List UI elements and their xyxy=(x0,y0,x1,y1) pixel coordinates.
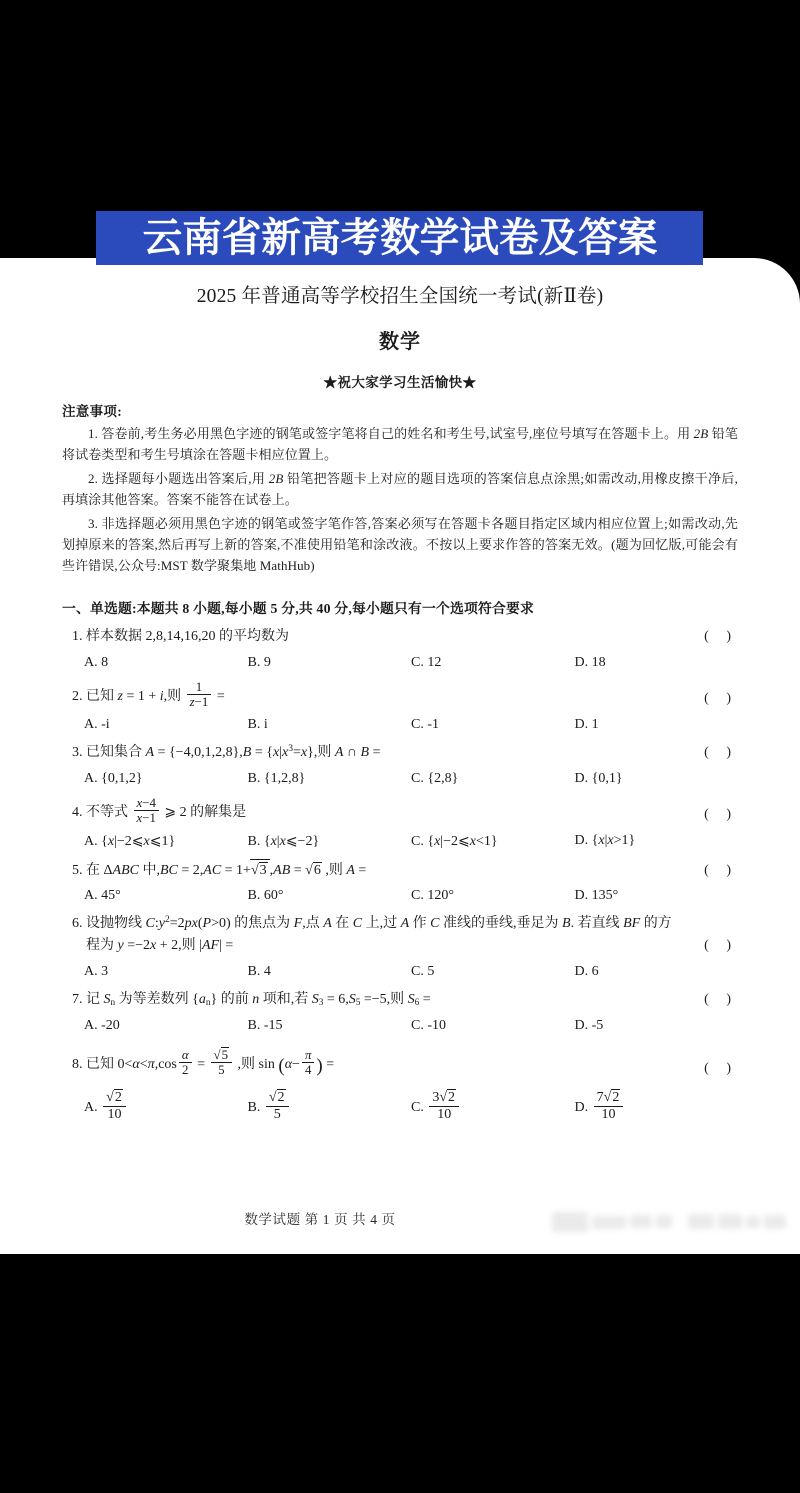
option-a[interactable]: A. {0,1,2} xyxy=(84,770,143,786)
option-d[interactable]: D. {0,1} xyxy=(574,770,623,786)
question-1-options xyxy=(62,655,738,671)
option-c[interactable]: C. 12 xyxy=(411,655,442,671)
option-c[interactable]: C. 120° xyxy=(411,888,454,904)
option-c[interactable]: C. 5 xyxy=(411,963,435,979)
question-6-number: 6. xyxy=(72,916,83,932)
greeting-line: ★祝大家学习生活愉快★ xyxy=(323,375,477,390)
question-6-options xyxy=(62,964,738,980)
option-a-label: A. xyxy=(84,716,98,732)
question-7-answer-paren: ( ) xyxy=(704,991,738,1007)
question-4-stem: 4. 不等式 $\frac{x-4}{x-1}$ ⩾ 2 的解集是 ( ) xyxy=(72,795,738,826)
option-c-label: C. xyxy=(411,888,424,904)
option-a-label: A. xyxy=(84,1017,98,1033)
question-5-answer-paren: ( ) xyxy=(704,862,738,878)
title-banner-text: 云南省新高考数学试卷及答案 xyxy=(142,215,657,261)
option-d[interactable]: D. 6 xyxy=(574,963,599,979)
question-1 xyxy=(62,626,738,671)
option-a[interactable]: A. 3 xyxy=(84,963,109,979)
question-4-options xyxy=(62,833,738,850)
option-d[interactable]: D. $\frac{7√2}{10}$ xyxy=(575,1090,739,1122)
exam-title: 2025 年普通高等学校招生全国统一考试(新Ⅱ卷) xyxy=(196,286,604,307)
question-3-stem: 3. 已知集合 $A = \{-4,0,1,2,8\},B = \{x|x^3=x\}$,则 A ∩ B = ( ) xyxy=(62,742,738,764)
option-b[interactable]: B. 4 xyxy=(247,963,271,979)
question-2-number: 2. xyxy=(72,689,83,705)
question-6-stem: 6. 设抛物线 $C:y^2=2px(P>0)$ 的焦点为 F,点 A 在 C 上,过 A 作 C 准线的垂线,垂足为 B. 若直线 BF 的方 程为 y =−2x + 2,则 |AF| = ( ) xyxy=(62,913,738,957)
question-7-stem: 7. 记 $S_n$ 为等差数列 $\{a_n\}$ 的前 n 项和,若 $S_3 = 6,S_5 =-5$,则 $S_6$ = ( ) xyxy=(62,989,738,1011)
question-8-options xyxy=(62,1090,738,1122)
question-7-number: 7. xyxy=(72,991,83,1007)
option-c-label: C. xyxy=(411,963,424,979)
option-a-label: A. xyxy=(84,833,98,849)
option-c[interactable]: C. $\frac{3√2}{10}$ xyxy=(411,1090,575,1122)
option-a-label: A. xyxy=(84,1100,98,1116)
option-a[interactable]: A. 8 xyxy=(84,655,109,671)
page-number-text: 数学试题 第 1 页 共 4 页 xyxy=(244,1212,396,1227)
question-3 xyxy=(62,742,738,787)
option-b-label: B. xyxy=(247,888,261,904)
option-c-label: C. xyxy=(411,833,424,849)
option-a[interactable]: A. -20 xyxy=(84,1017,120,1033)
option-b-label: B. xyxy=(247,770,261,786)
option-b-label: B. xyxy=(247,655,261,671)
option-a[interactable]: A. -i xyxy=(84,716,110,732)
option-d[interactable]: D. {x|x>1} xyxy=(574,832,636,848)
question-5-stem: 5. 在 ΔABC 中,BC = 2,AC = 1+√3 ,AB = √6 ,则 A = ( ) xyxy=(62,859,738,882)
option-b[interactable]: B. 60° xyxy=(247,888,284,904)
question-4-number: 4. xyxy=(72,804,83,820)
option-a-label: A. xyxy=(84,770,98,786)
option-c-label: C. xyxy=(411,770,424,786)
option-d-label: D. xyxy=(574,832,589,848)
document-body xyxy=(0,258,800,1122)
option-b-label: B. xyxy=(247,716,261,732)
document-page xyxy=(0,258,800,1254)
option-b[interactable]: B. -15 xyxy=(247,1017,283,1033)
question-1-number: 1. xyxy=(72,629,83,645)
option-b-label: B. xyxy=(247,833,261,849)
notice-item-2: 2. 选择题每小题选出答案后,用 2B 铅笔把答题卡上对应的题目选项的答案信息点涂黑;如需改动,用橡皮擦干净后,再填涂其他答案。答案不能答在试卷上。 xyxy=(62,471,739,508)
question-2-stem: 2. 已知 z = 1 + i,则 $\frac{1}{z-1}$ = ( ) xyxy=(72,680,738,710)
question-1-answer-paren: ( ) xyxy=(704,629,738,645)
question-1-stem: 1. 样本数据 2,8,14,16,20 的平均数为 ( ) xyxy=(62,626,738,648)
option-d[interactable]: D. 18 xyxy=(574,655,606,671)
question-5 xyxy=(62,859,738,905)
option-d-label: D. xyxy=(574,1100,589,1116)
option-d[interactable]: D. 135° xyxy=(574,888,619,904)
question-8-number: 8. xyxy=(72,1056,83,1072)
option-b-label: B. xyxy=(247,963,261,979)
option-c-label: C. xyxy=(411,655,424,671)
option-a[interactable]: A. {x|−2⩽x⩽1} xyxy=(84,833,176,849)
question-2-answer-paren: ( ) xyxy=(704,691,738,707)
option-b-label: B. xyxy=(247,1100,261,1116)
option-a-label: A. xyxy=(84,888,98,904)
question-8-stem: 8. 已知 0<α<π,cos $\frac{\alpha}{2}$ = $\frac{√5}{5}$ ,则 sin (α− $\frac{\pi}{4}$ ) = ( ) xyxy=(62,1048,738,1081)
option-d[interactable]: D. 1 xyxy=(574,716,599,732)
option-d-label: D. xyxy=(574,888,589,904)
subject-title: 数学 xyxy=(379,331,421,353)
question-3-options xyxy=(62,771,738,787)
question-8 xyxy=(62,1048,738,1123)
question-7-options xyxy=(62,1018,738,1034)
option-a[interactable]: A. 45° xyxy=(84,888,121,904)
section-heading: 一、单选题:本题共 8 小题,每小题 5 分,共 40 分,每小题只有一个选项符合要求 xyxy=(62,601,534,617)
blurred-watermark xyxy=(548,1208,788,1242)
option-b[interactable]: B. {1,2,8} xyxy=(247,770,306,786)
title-banner xyxy=(96,211,703,265)
option-c[interactable]: C. -10 xyxy=(411,1017,447,1033)
question-7 xyxy=(62,989,738,1034)
option-c[interactable]: C. {2,8} xyxy=(411,770,459,786)
option-c[interactable]: C. -1 xyxy=(411,716,440,732)
question-8-answer-paren: ( ) xyxy=(704,1061,738,1077)
notice-heading: 注意事项: xyxy=(62,404,122,419)
question-6 xyxy=(62,913,738,980)
question-3-number: 3. xyxy=(72,745,83,761)
option-d-label: D. xyxy=(574,770,589,786)
option-c-label: C. xyxy=(411,1017,424,1033)
question-2 xyxy=(62,680,738,733)
option-d-label: D. xyxy=(574,716,589,732)
option-d-label: D. xyxy=(574,1017,589,1033)
option-b[interactable]: B. i xyxy=(247,716,268,732)
option-c[interactable]: C. {x|−2⩽x<1} xyxy=(411,833,498,849)
option-b[interactable]: B. {x|x⩽−2} xyxy=(247,833,320,849)
option-c-label: C. xyxy=(411,1100,424,1116)
question-5-number: 5. xyxy=(72,862,83,878)
question-4-answer-paren: ( ) xyxy=(704,806,738,822)
notice-item-1: 1. 答卷前,考生务必用黑色字迹的钢笔或签字笔将自己的姓名和考生号,试室号,座位号填写在答题卡上。用 2B 铅笔将试卷类型和考生号填涂在答题卡相应位置上。 xyxy=(62,426,738,463)
option-a-label: A. xyxy=(84,963,98,979)
option-c-label: C. xyxy=(411,716,424,732)
question-2-options xyxy=(62,717,738,733)
option-d-label: D. xyxy=(574,963,589,979)
notice-item-3: 3. 非选择题必须用黑色字迹的钢笔或签字笔作答,答案必须写在答题卡各题目指定区域内相应位置上;如需改动,先划掉原来的答案,然后再写上新的答案,不准使用铅笔和涂改液。不按以上要求作答的答案无效。(题为回忆版,可能会有些许错误,公众号:MST 数学聚集地 MathHub) xyxy=(62,516,738,574)
option-d-label: D. xyxy=(574,655,589,671)
question-5-options xyxy=(62,888,738,904)
option-b-label: B. xyxy=(247,1017,261,1033)
question-4 xyxy=(62,796,738,850)
option-b[interactable]: B. $\frac{√2}{5}$ xyxy=(248,1090,412,1122)
question-6-answer-paren: ( ) xyxy=(704,938,738,954)
question-3-answer-paren: ( ) xyxy=(704,745,738,761)
option-b[interactable]: B. 9 xyxy=(247,655,271,671)
option-d[interactable]: D. -5 xyxy=(574,1017,604,1033)
option-a[interactable]: A. $\frac{√2}{10}$ xyxy=(84,1090,248,1122)
option-a-label: A. xyxy=(84,655,98,671)
